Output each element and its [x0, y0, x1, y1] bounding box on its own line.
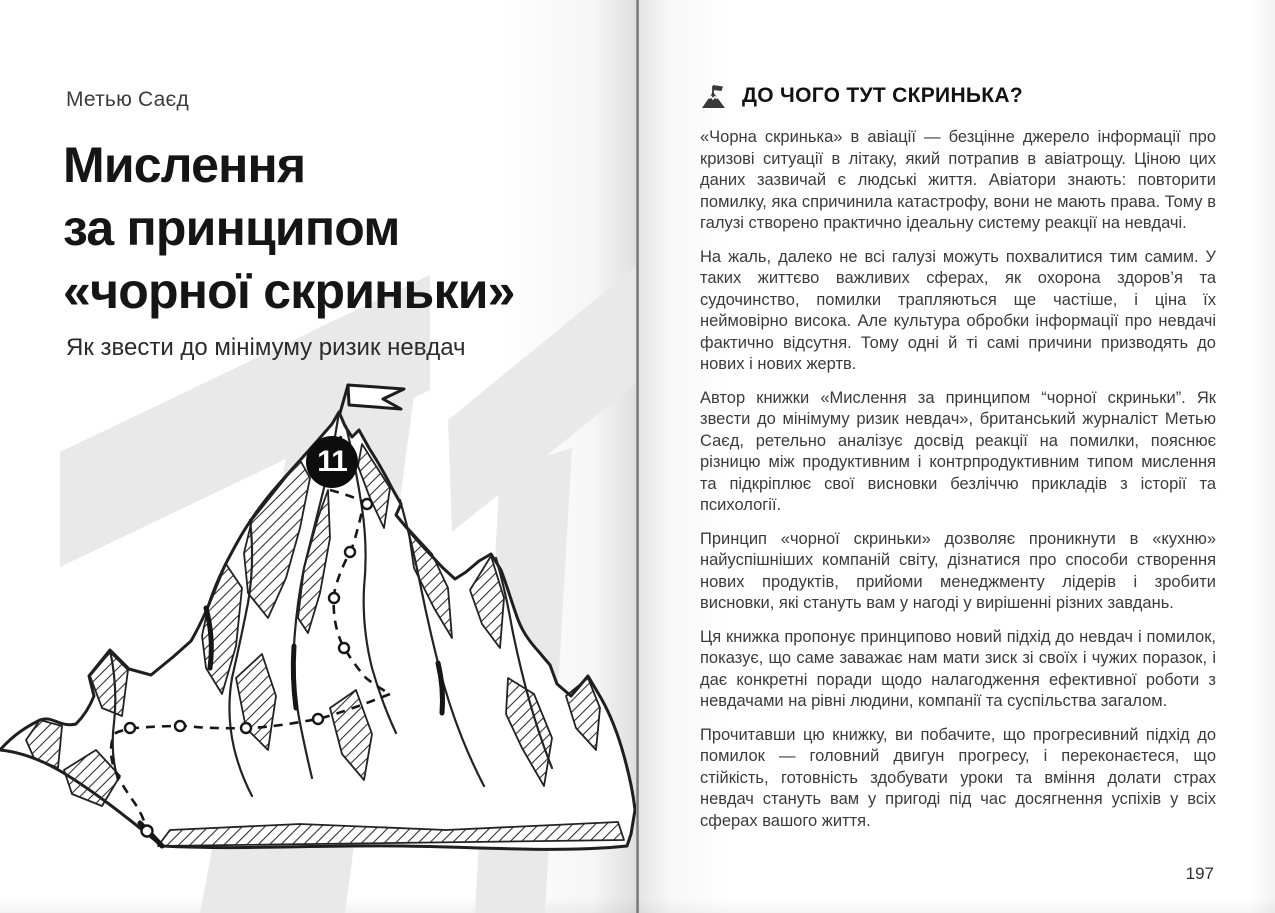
body-paragraph: Принцип «чорної скриньки» дозволяє проникнути в «кухню» найуспішніших компаній світу, дізнатися про способи створення нових продуктів, прийоми менеджменту лідерів і зробити висновки, які стануть вам у нагоді у вирішенні різних завдань. — [700, 529, 1216, 612]
mountain-flag-icon — [700, 82, 728, 110]
book-subtitle: Як звести до мінімуму ризик невдач — [66, 334, 466, 361]
body-paragraph: На жаль, далеко не всі галузі можуть похвалитися тим самим. У таких життєво важливих сферах, як охорона здоров’я та судочинство, помилки трапляються ще частіше, і ціна їх неймовірно висока. Але культура обробки інформації про невдачі фактично відсутня. Тому одні й ті самі причини призводять до нових і нових жертв. — [700, 247, 1216, 373]
book-title-line: «чорної скриньки» — [63, 263, 515, 319]
book-title-line: за принципом — [63, 200, 400, 256]
page-number: 197 — [1185, 864, 1214, 883]
book-title-line: Мислення — [63, 137, 306, 193]
chapter-number-badge: 11 — [306, 436, 358, 488]
book-title — [63, 134, 515, 323]
section-header — [700, 82, 1216, 110]
body-paragraph: Ця книжка пропонує принципово новий підхід до невдач і помилок, показує, що саме заважає нам мати зиск зі своїх і чужих поразок, і дає конкретні поради щодо налагодження ефективної роботи з невдачами на рівні людини, компанії та суспільства загалом. — [700, 627, 1216, 710]
body-paragraph: Автор книжки «Мислення за принципом “чорної скриньки”. Як звести до мінімуму ризик невдач», британський журналіст Метью Саєд, ретельно аналізує досвід реакції на помилки, пояснює різницю між продуктивним і контрпродуктивним типом мислення та підкріплює свої висновки безліччю прикладів з історії та психології. — [700, 388, 1216, 514]
body-text-column — [700, 127, 1216, 844]
author-name: Метью Саєд — [66, 88, 189, 111]
section-title: ДО ЧОГО ТУТ СКРИНЬКА? — [742, 84, 1024, 107]
summit-flag-icon — [340, 385, 404, 413]
body-paragraph: «Чорна скринька» в авіації — безцінне джерело інформації про кризові ситуації в літаку, який потрапив в авіатрощу. Ціною цих даних зазвичай є людські життя. Авіатори знають: повторити помилку, яка спричинила катастрофу, вони не мають права. Тому в галузі створено практично ідеальну систему реакції на невдачі. — [700, 128, 1216, 232]
left-page — [0, 0, 636, 913]
body-paragraph: Прочитавши цю книжку, ви побачите, що прогресивний підхід до помилок — головний двигун прогресу, і переконаєтеся, що стійкість, готовність здобувати уроки та вміння долати страх невдач стануть вам у пригоді під час досягнення успіхів у всіх сферах вашого життя. — [700, 725, 1216, 830]
